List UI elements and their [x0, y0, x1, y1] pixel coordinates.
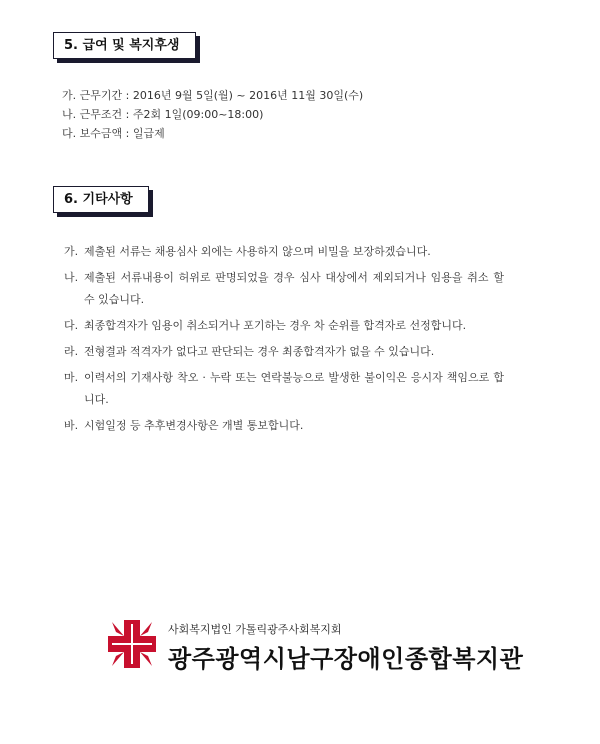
note-marker: 가.	[64, 245, 79, 258]
note-item	[64, 367, 504, 411]
note-marker: 라.	[64, 345, 79, 358]
term-label: 가. 근무기간 :	[62, 89, 133, 102]
logo-organization-name: 광주광역시남구장애인종합복지관	[168, 645, 524, 673]
term-value: 일급제	[132, 127, 165, 140]
note-text: 전형결과 적격자가 없다고 판단되는 경우 최종합격자가 없을 수 있습니다.	[84, 345, 435, 358]
logo-subtitle: 사회복지법인 가톨릭광주사회복지회	[168, 623, 342, 636]
note-text: 시험일정 등 추후변경사항은 개별 통보합니다.	[84, 419, 304, 432]
note-item	[64, 415, 504, 437]
note-text: 제출된 서류내용이 허위로 판명되었을 경우 심사 대상에서 제외되거나 임용을 취소 할 수 있습니다.	[84, 271, 504, 306]
note-marker: 다.	[64, 319, 79, 332]
term-row-pay	[62, 124, 363, 143]
term-row-conditions	[62, 105, 363, 124]
term-value: 주2회 1일(09:00~18:00)	[132, 108, 264, 121]
note-marker: 마.	[64, 371, 79, 384]
note-item	[64, 315, 504, 337]
other-notes-list	[64, 241, 504, 441]
organization-logo	[106, 618, 524, 690]
note-item	[64, 267, 504, 311]
note-marker: 나.	[64, 271, 79, 284]
section-heading-benefits: 5. 급여 및 복지후생	[53, 32, 196, 59]
term-row-period	[62, 86, 363, 105]
note-text: 최종합격자가 임용이 취소되거나 포기하는 경우 차 순위를 합격자로 선정합니다.	[84, 319, 467, 332]
note-text: 제출된 서류는 채용심사 외에는 사용하지 않으며 비밀을 보장하겠습니다.	[84, 245, 431, 258]
note-text: 이력서의 기재사항 착오 · 누락 또는 연락불능으로 발생한 불이익은 응시자 책임으로 합니다.	[84, 371, 504, 406]
term-label: 다. 보수금액 :	[62, 127, 133, 140]
note-marker: 바.	[64, 419, 79, 432]
note-item	[64, 241, 504, 263]
note-item	[64, 341, 504, 363]
term-value: 2016년 9월 5일(월) ~ 2016년 11월 30일(수)	[132, 89, 364, 102]
employment-terms-list	[62, 86, 363, 143]
term-label: 나. 근무조건 :	[62, 108, 133, 121]
section-heading-other: 6. 기타사항	[53, 186, 149, 213]
caritas-cross-icon	[106, 618, 158, 670]
